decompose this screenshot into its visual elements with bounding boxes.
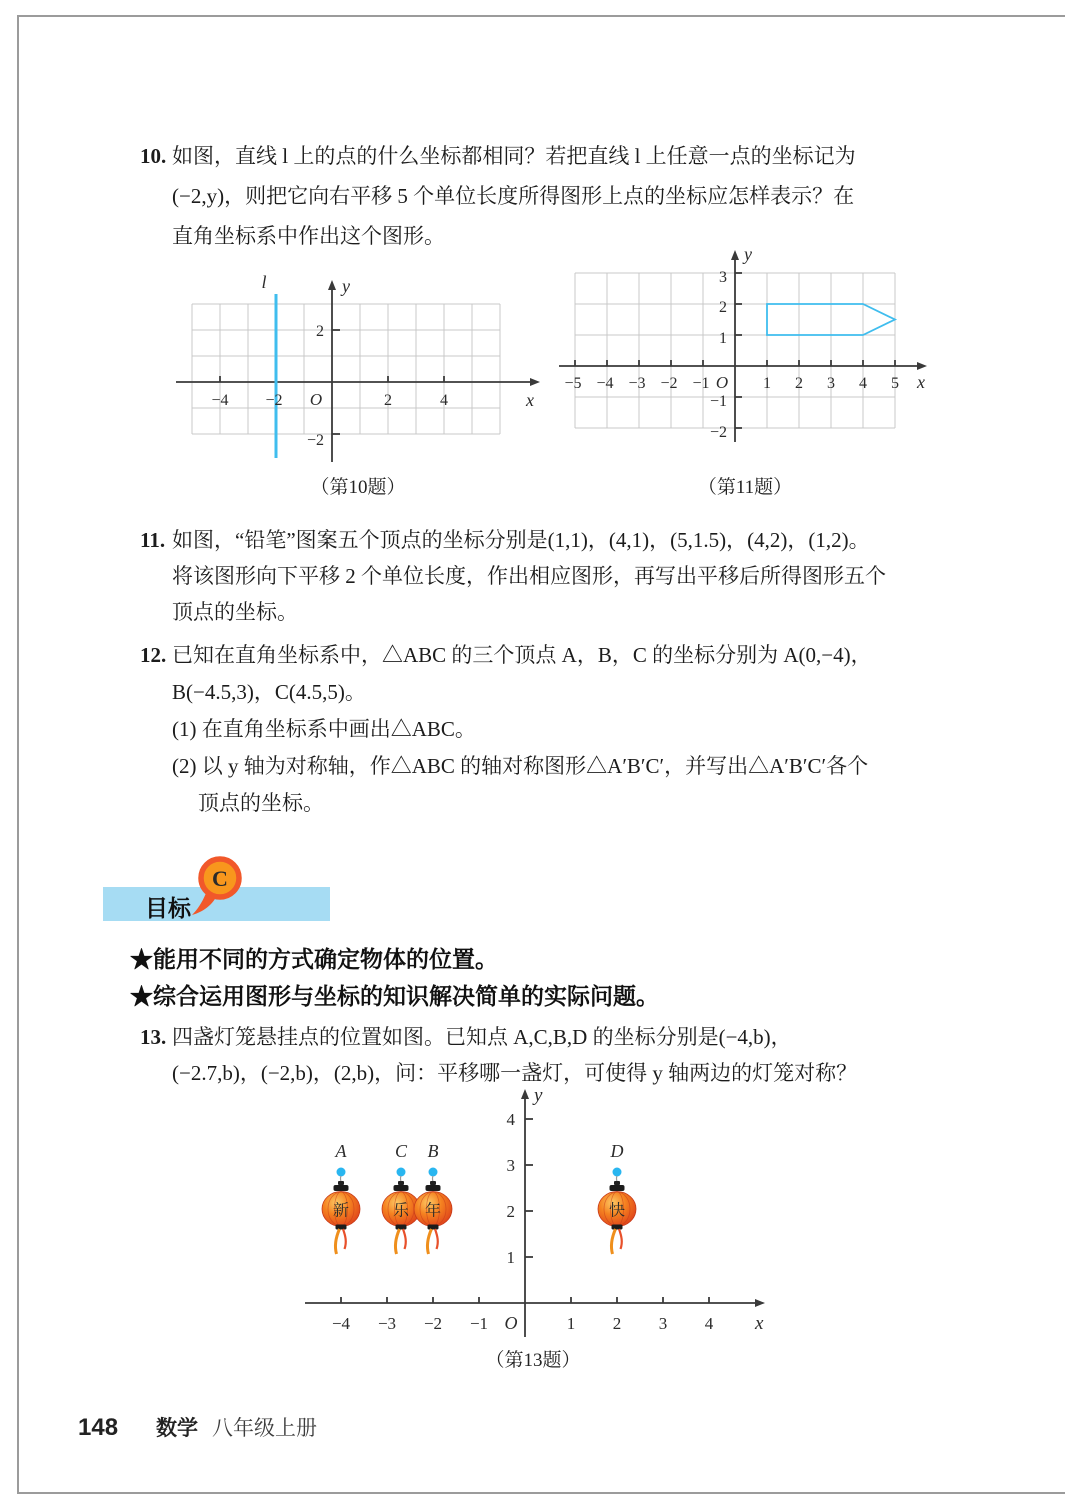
- problem-12-line: [140, 637, 872, 674]
- level-c-badge: [190, 851, 250, 919]
- tick-label: −2: [423, 1314, 443, 1333]
- tick-label: −3: [628, 375, 646, 392]
- x-axis-label: x: [917, 372, 925, 392]
- tick-label: 4: [704, 1314, 714, 1333]
- problem-11-line: 将该图形向下平移 2 个单位长度，作出相应图形，再写出平移后所得图形五个: [172, 564, 886, 588]
- goal-section-title: 目标: [145, 895, 191, 921]
- problem-13-line: [140, 1019, 857, 1055]
- x-axis-arrow: [917, 362, 927, 370]
- tick-label: 3: [719, 269, 727, 286]
- tick-label: 5: [891, 375, 899, 392]
- y-tick-labels: [307, 323, 324, 449]
- origin-label: O: [715, 373, 729, 392]
- origin-label: O: [309, 390, 323, 409]
- problem-10-line: [140, 136, 856, 176]
- point-A-label: A: [335, 1141, 347, 1161]
- tick-label: 4: [440, 392, 448, 409]
- tick-label: −3: [377, 1314, 397, 1333]
- problem-10-number: 10.: [140, 144, 167, 168]
- problem-12-subitem-2: (2) 以 y 轴为对称轴，作△ABC 的轴对称图形△A′B′C′，并写出△A′B′C′各个: [172, 754, 869, 778]
- tick-label: −5: [564, 375, 582, 392]
- x-axis-label: x: [526, 390, 534, 410]
- figure-11-coordinate-grid: [545, 240, 945, 468]
- goal-bullet-2: ★综合运用图形与坐标的知识解决简单的实际问题。: [130, 983, 659, 1009]
- problem-11-line: [140, 522, 886, 558]
- point-C-label: C: [394, 1141, 408, 1161]
- y-axis-arrow: [328, 280, 336, 290]
- tick-label: −4: [331, 1314, 351, 1333]
- figure-10-caption: （第10题）: [310, 477, 406, 498]
- grid-lines: [192, 304, 500, 434]
- problem-12-text: 已知在直角坐标系中，△ABC 的三个顶点 A，B，C 的坐标分别为 A(0,−4)，: [172, 643, 872, 667]
- footer-subject: 数学: [156, 1417, 199, 1440]
- tick-label: 3: [658, 1314, 668, 1333]
- x-axis-arrow: [755, 1299, 765, 1307]
- y-axis-label: y: [744, 244, 752, 264]
- tick-label: −1: [709, 393, 727, 410]
- problem-12-line: B(−4.5,3)，C(4.5,5)。: [172, 680, 366, 704]
- figure-13-lantern-graph: [293, 1085, 773, 1343]
- tick-label: 1: [763, 375, 771, 392]
- y-tick-labels: [710, 269, 727, 441]
- lantern-character: 乐: [392, 1202, 410, 1220]
- tick-label: 2: [506, 1202, 515, 1221]
- y-axis-label: y: [534, 1085, 543, 1106]
- point-B-label: B: [427, 1141, 439, 1161]
- tick-label: −1: [692, 375, 710, 392]
- problem-13-text: 四盏灯笼悬挂点的位置如图。已知点 A,C,B,D 的坐标分别是(−4,b)，: [172, 1025, 792, 1049]
- point-D-label: D: [610, 1141, 624, 1161]
- tick-label: 1: [566, 1314, 576, 1333]
- tick-label: 1: [506, 1248, 515, 1267]
- problem-12-number: 12.: [140, 643, 167, 667]
- problem-10-text: 如图，直线 l 上的点的什么坐标都相同？若把直线 l 上任意一点的坐标记为: [172, 144, 856, 168]
- tick-label: −2: [265, 392, 283, 409]
- x-axis-arrow: [530, 378, 540, 386]
- problem-10: [140, 136, 856, 256]
- goal-bullet-1: ★能用不同的方式确定物体的位置。: [130, 946, 498, 972]
- problem-12: [140, 637, 872, 822]
- tick-label: −2: [660, 375, 678, 392]
- problem-10-line: (−2,y)，则把它向右平移 5 个单位长度所得图形上点的坐标应怎样表示？在: [172, 184, 855, 208]
- lantern-nian: [414, 1176, 452, 1254]
- badge-letter: C: [212, 866, 228, 891]
- tick-label: −2: [306, 432, 324, 449]
- figure-13-caption: （第13题）: [485, 1350, 581, 1371]
- x-tick-labels: [564, 375, 899, 392]
- problem-11-number: 11.: [140, 528, 166, 552]
- problem-11-text: 如图，“铅笔”图案五个顶点的坐标分别是(1,1)，(4,1)，(5,1.5)，(4,2)，(1,2)。: [172, 528, 870, 552]
- figure-11-caption: （第11题）: [697, 477, 793, 498]
- line-l-label: l: [261, 272, 267, 292]
- problem-13: [140, 1019, 857, 1091]
- tick-label: 2: [612, 1314, 622, 1333]
- point-D-dot: [613, 1168, 622, 1177]
- lantern-character: 新: [332, 1202, 350, 1220]
- lantern-le: [382, 1176, 420, 1254]
- figure-10-coordinate-grid: [168, 266, 548, 478]
- point-C-dot: [397, 1168, 406, 1177]
- problem-12-line: 顶点的坐标。: [198, 791, 324, 815]
- y-tick-labels: [507, 1110, 516, 1267]
- y-axis-arrow: [731, 250, 739, 260]
- x-axis-label: x: [755, 1313, 764, 1334]
- axes: [305, 1097, 755, 1337]
- x-tick-labels: [332, 1314, 714, 1333]
- tick-label: −1: [469, 1314, 489, 1333]
- tick-label: −2: [709, 424, 727, 441]
- page-footer: [78, 1412, 317, 1442]
- problem-12-subitem-1: (1) 在直角坐标系中画出△ABC。: [172, 717, 476, 741]
- footer-book-title: 八年级上册: [212, 1417, 318, 1440]
- page-number: 148: [78, 1414, 119, 1441]
- tick-label: 4: [506, 1110, 515, 1129]
- tick-label: 2: [316, 323, 324, 340]
- lantern-xin: [322, 1176, 360, 1254]
- tick-label: −4: [596, 375, 614, 392]
- tick-label: 3: [827, 375, 835, 392]
- tick-label: 2: [795, 375, 803, 392]
- hanging-point-dots: [337, 1168, 622, 1177]
- tick-label: −4: [211, 392, 229, 409]
- point-labels: [335, 1141, 624, 1161]
- lantern-character: 快: [608, 1202, 626, 1220]
- tick-label: 3: [506, 1156, 515, 1175]
- problem-13-number: 13.: [140, 1025, 167, 1049]
- tick-label: 4: [859, 375, 867, 392]
- problem-11-line: 顶点的坐标。: [172, 600, 298, 624]
- tick-label: 1: [719, 330, 727, 347]
- lantern-character: 年: [424, 1202, 442, 1220]
- axes: [176, 288, 530, 462]
- origin-label: O: [504, 1313, 518, 1333]
- point-B-dot: [429, 1168, 438, 1177]
- x-tick-labels: [211, 392, 448, 409]
- problem-11: [140, 522, 886, 630]
- y-axis-label: y: [342, 276, 350, 296]
- problem-13-line: (−2.7,b)，(−2,b)，(2,b)，问：平移哪一盏灯，可使得 y 轴两边的灯笼对称？: [172, 1061, 858, 1085]
- point-A-dot: [337, 1168, 346, 1177]
- tick-label: 2: [384, 392, 392, 409]
- tick-label: 2: [719, 299, 727, 316]
- lantern-kuai: [598, 1176, 636, 1254]
- y-axis-arrow: [521, 1089, 529, 1099]
- problem-10-line: 直角坐标系中作出这个图形。: [172, 224, 445, 248]
